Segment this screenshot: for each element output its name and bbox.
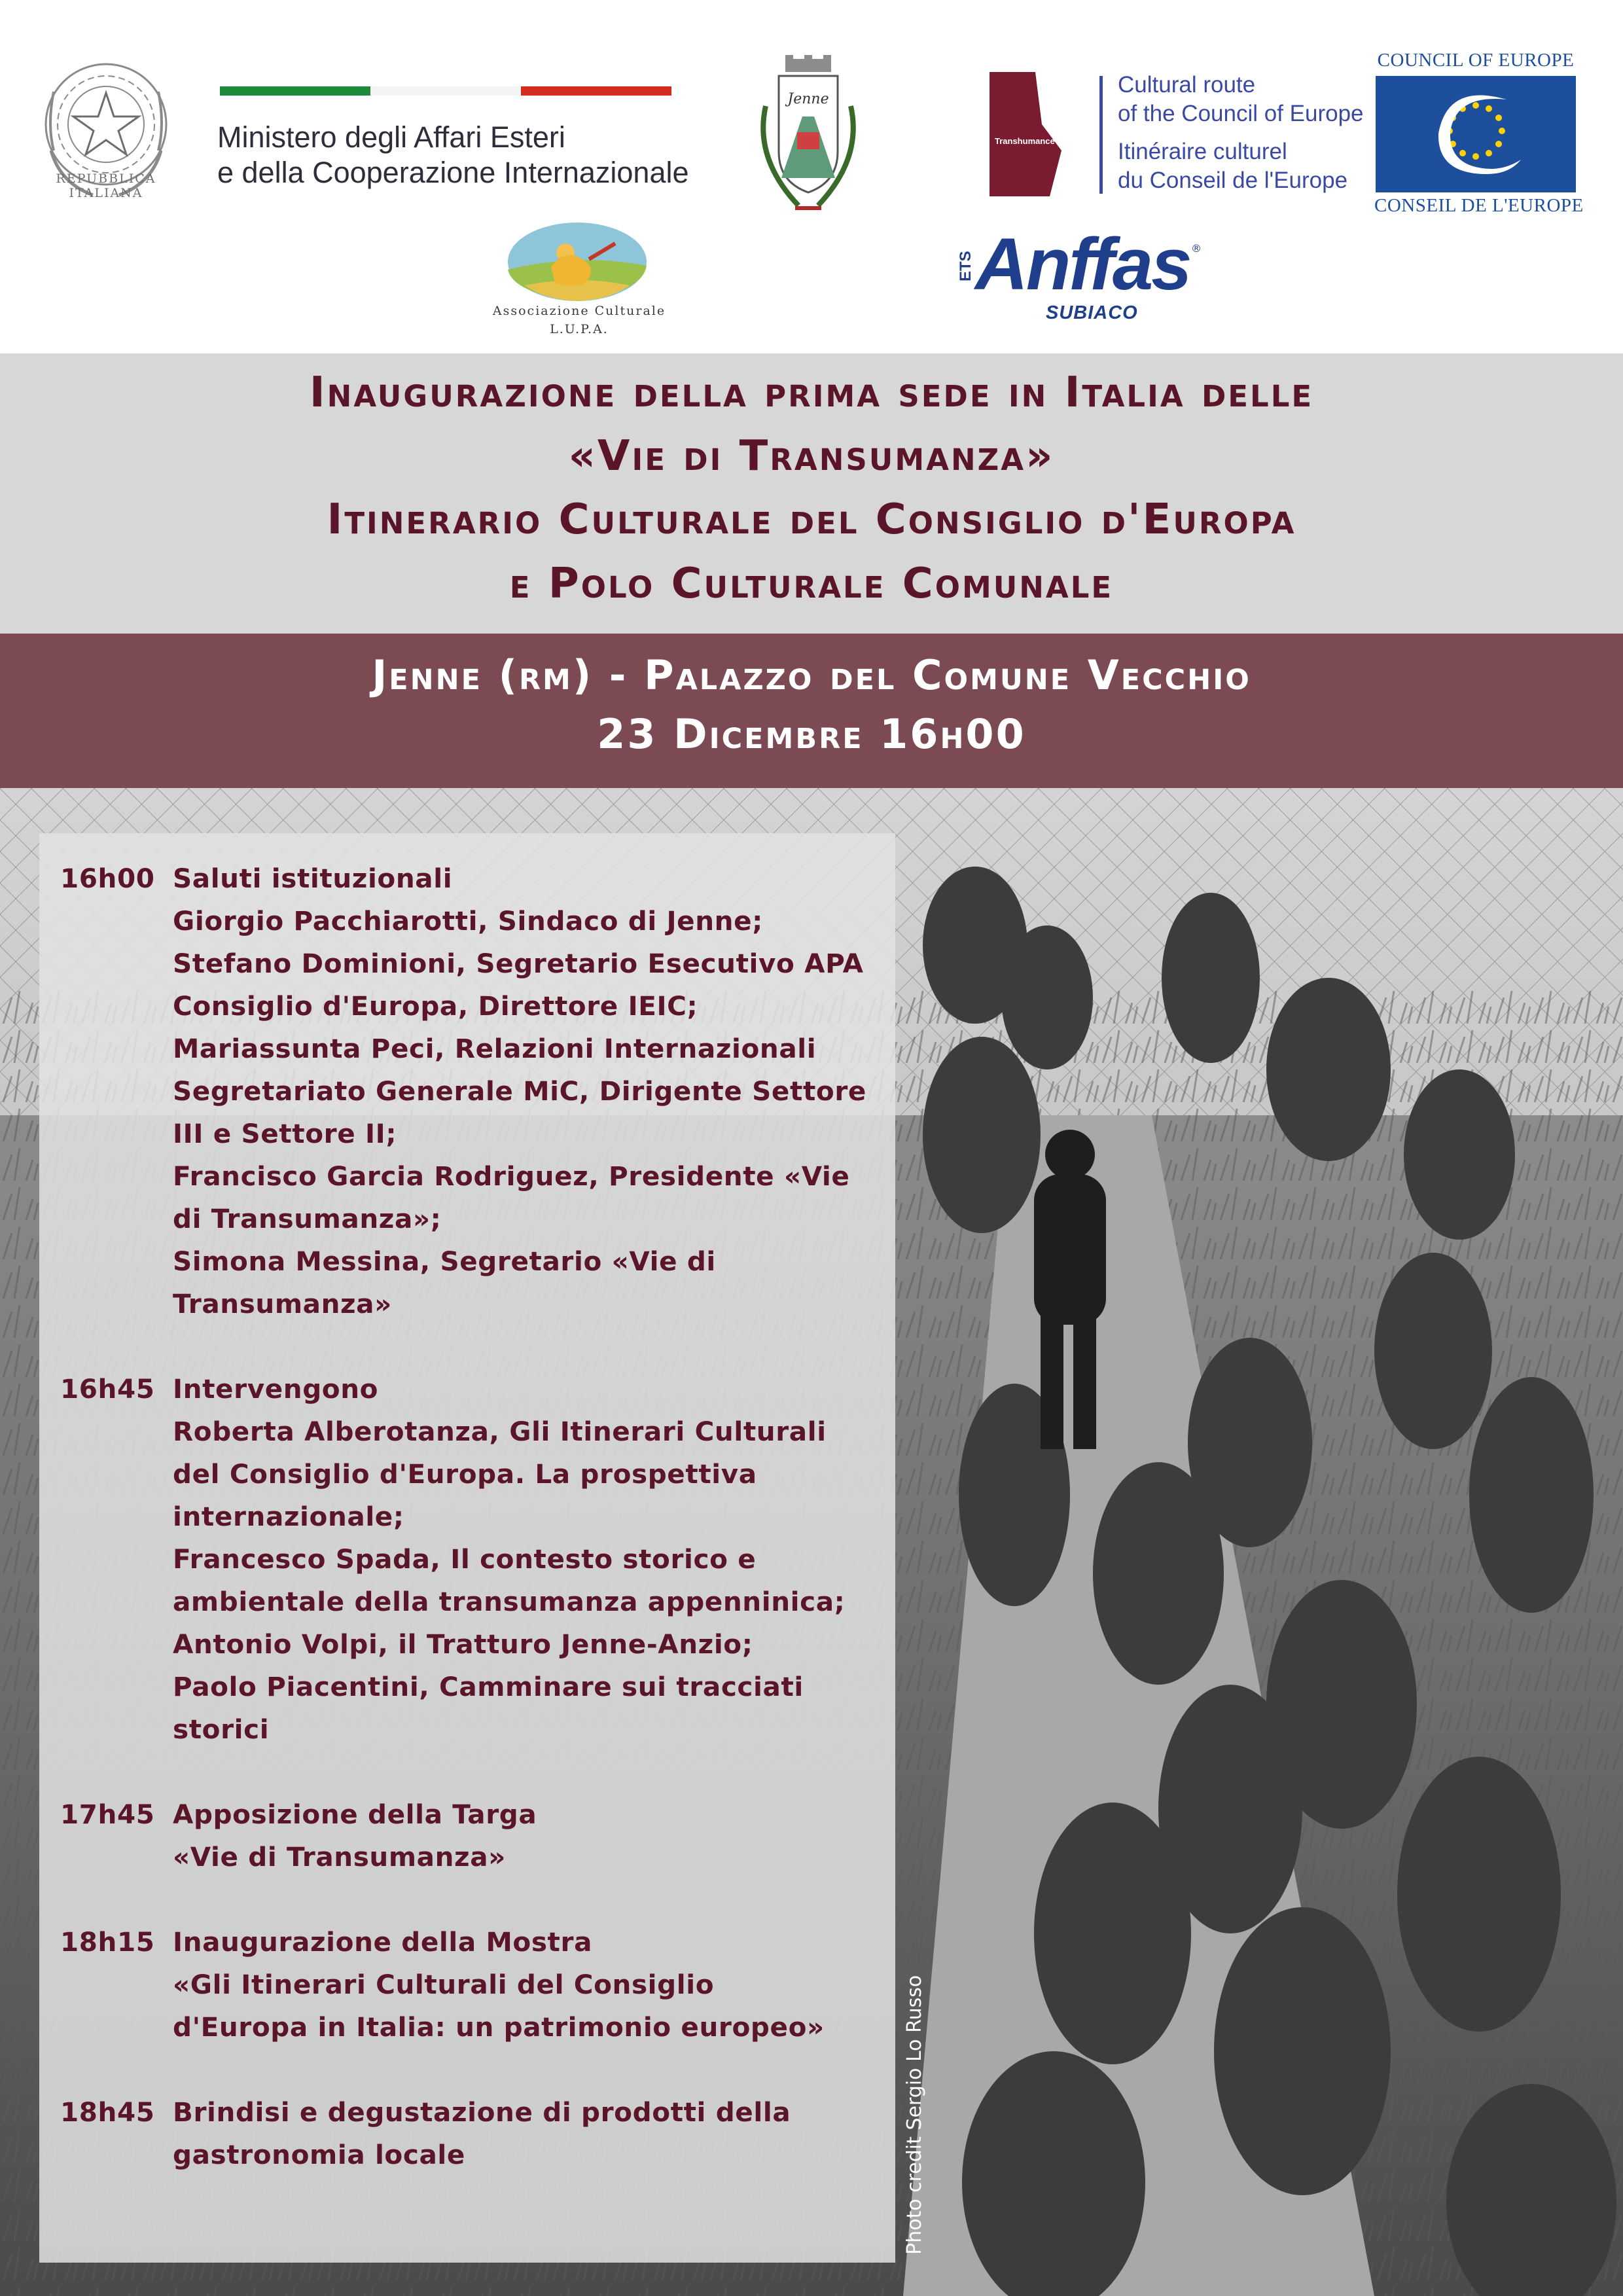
program-line: Intervengono [173,1373,379,1405]
logos-header [0,0,1623,353]
program-item [60,857,885,1325]
program-line: Roberta Alberotanza, Gli Itinerari Culturali [173,1416,827,1447]
program-line: Giorgio Pacchiarotti, Sindaco di Jenne; [173,905,763,937]
program-line: Inaugurazione della Mostra [173,1926,593,1958]
program-item [60,1368,885,1751]
cultural-route-line-2: of the Council of Europe [1118,101,1364,126]
cultural-route-line-1: Cultural route [1118,72,1256,98]
program-line: del Consiglio d'Europa. La prospettiva [173,1458,757,1490]
program-time: 16h00 [60,863,155,894]
program-line: gastronomia locale [173,2139,465,2170]
council-of-europe-label: COUNCIL OF EUROPE [1377,50,1575,71]
program-line: storici [173,1713,270,1745]
ministry-name-line-2: e della Cooperazione Internazionale [217,156,689,189]
event-place: Jenne (rm) - Palazzo del Comune Vecchio [372,651,1251,699]
jenne-coat-of-arms-icon [740,54,877,224]
program-line: Transumanza» [173,1288,392,1319]
title-line-1: Inaugurazione della prima sede in Italia delle [309,368,1314,417]
lupa-association-logo-icon [505,220,649,304]
program-line: Mariassunta Peci, Relazioni Internazionali [173,1033,817,1064]
anffas-city: SUBIACO [1046,302,1138,323]
program-line: Antonio Volpi, il Tratturo Jenne-Anzio; [173,1628,753,1660]
program-line: di Transumanza»; [173,1203,442,1234]
program-line: Stefano Dominioni, Segretario Esecutivo APA [173,948,864,979]
route-divider [1099,76,1103,194]
program-line: Apposizione della Targa [173,1799,537,1830]
ministry-name-line-1: Ministero degli Affari Esteri [217,120,565,154]
transhumance-logo-text: Transhumance Trails [995,136,1080,146]
anffas-ets-label: ETS [957,251,974,281]
program-item [60,1793,885,1878]
program-line: internazionale; [173,1501,404,1532]
lupa-line-1: Associazione Culturale [492,304,666,318]
program-lines [173,1368,885,1751]
program-list [60,857,885,2176]
program-time: 16h45 [60,1373,155,1405]
program-line: «Vie di Transumanza» [173,1841,506,1873]
emblem-motto: REPUBBLICA ITALIANA [56,171,156,200]
program-time: 18h15 [60,1926,155,1958]
cultural-route-line-3: Itinéraire culturel [1118,139,1287,164]
event-date: 23 Dicembre 16h00 [597,710,1026,758]
program-lines [173,857,885,1325]
anffas-registered-mark: ® [1191,242,1202,255]
conseil-de-l-europe-label: CONSEIL DE L'EUROPE [1374,195,1584,216]
program-item [60,1921,885,2049]
program-time: 18h45 [60,2096,155,2128]
program-line: Consiglio d'Europa, Direttore IEIC; [173,990,698,1022]
cultural-route-line-4: du Conseil de l'Europe [1118,168,1348,193]
program-line: Brindisi e degustazione di prodotti della [173,2096,791,2128]
title-line-3: Itinerario Culturale del Consiglio d'Europa [327,495,1296,544]
title-line-2: «Vie di Transumanza» [568,432,1055,480]
photo-credit: Photo credit Sergio Lo Russo [903,1975,926,2255]
program-line: Francesco Spada, Il contesto storico e [173,1543,757,1575]
program-line: ambientale della transumanza appenninica; [173,1586,846,1617]
program-line: Paolo Piacentini, Camminare sui tracciati [173,1671,804,1702]
program-time: 17h45 [60,1799,155,1830]
program-line: Simona Messina, Segretario «Vie di [173,1246,716,1277]
council-of-europe-logo-icon [1376,76,1576,192]
program-line: Segretariato Generale MiC, Dirigente Settore [173,1075,866,1107]
program-lines [173,1793,885,1878]
crest-label: Jenne [787,91,829,107]
program-line: d'Europa in Italia: un patrimonio europeo» [173,2011,825,2043]
anffas-logo-text: Anffas [975,223,1190,305]
program-line: III e Settore II; [173,1118,397,1149]
program-lines [173,2091,885,2176]
program-lines [173,1921,885,2049]
program-line: «Gli Itinerari Culturali del Consiglio [173,1969,715,2000]
program-item [60,2091,885,2176]
title-line-4: e Polo Culturale Comunale [509,560,1114,608]
italian-flag-bar [220,86,671,96]
lupa-line-2: L.U.P.A. [550,322,609,336]
program-line: Saluti istituzionali [173,863,453,894]
program-line: Francisco Garcia Rodriguez, Presidente «Vie [173,1160,850,1192]
transhumance-trails-logo-icon [990,72,1086,196]
